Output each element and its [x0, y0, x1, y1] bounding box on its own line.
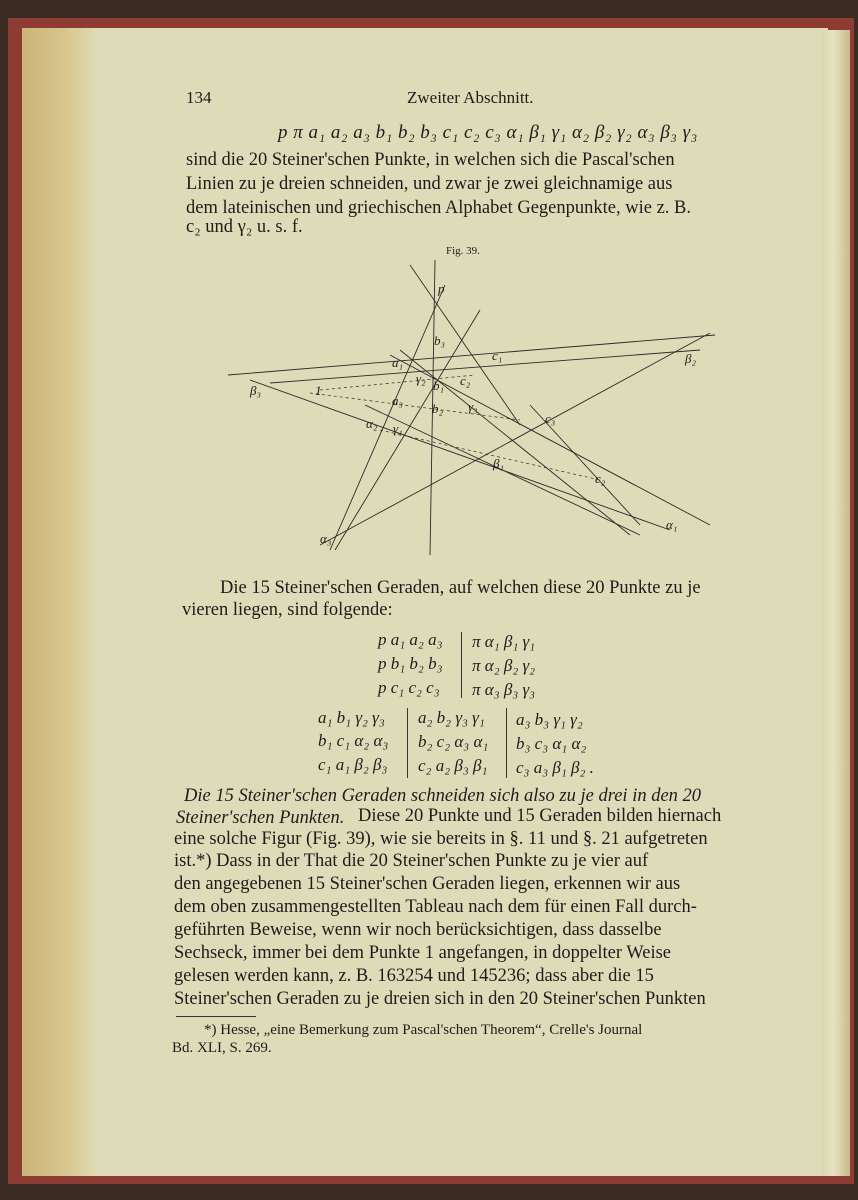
paragraph3-line6: geführten Beweise, wenn wir noch berücksichtigen, dass dasselbe — [174, 920, 662, 940]
paragraph3-line5: dem oben zusammengestellten Tableau nach dem für einen Fall durch- — [174, 897, 697, 917]
paragraph3-line7: Sechseck, immer bei dem Punkte 1 angefangen, in doppelter Weise — [174, 943, 672, 963]
page-number: 134 — [186, 88, 212, 107]
label-p: p — [438, 281, 445, 296]
line-p-a3 — [330, 285, 445, 550]
table-top-cell-1-2: π α₁ β₁ γ₁ — [472, 632, 536, 651]
table-bottom-cell-2-2: b₂ c₂ α₃ α₁ — [418, 732, 489, 751]
paragraph3-line1: Diese 20 Punkte und 15 Geraden bilden hiernach — [358, 806, 722, 826]
dashed-line-3 — [380, 430, 600, 480]
label-alpha1: α₁ — [666, 517, 678, 532]
table-bottom-divider-1 — [407, 708, 408, 778]
table-top-cell-2-1: p b₁ b₂ b₃ — [378, 654, 443, 673]
label-b1: b₁ — [433, 378, 445, 393]
paragraph2-line1: Die 15 Steiner'schen Geraden, auf welchen diese 20 Punkte zu je — [220, 578, 701, 598]
table-bottom-cell-3-2: c₂ a₂ β₃ β₁ — [418, 756, 488, 775]
dashed-lines — [310, 375, 600, 480]
footnote-line2: Bd. XLI, S. 269. — [172, 1040, 272, 1056]
line-beta3-a1 — [250, 380, 670, 530]
paragraph1-line1: sind die 20 Steiner'schen Punkte, in welchen sich die Pascal'schen — [186, 150, 675, 170]
table-bottom-cell-2-1: b₁ c₁ α₂ α₃ — [318, 731, 389, 750]
footnote-rule — [176, 1016, 256, 1017]
label-beta3: β₃ — [250, 383, 261, 398]
table-bottom-cell-1-2: a₂ b₂ γ₃ γ₁ — [418, 708, 485, 727]
running-header: Zweiter Abschnitt. — [407, 88, 534, 107]
label-c1: c₁ — [492, 348, 503, 363]
paragraph3-line8: gelesen werden kann, z. B. 163254 und 145236; dass aber die 15 — [174, 966, 654, 986]
figure-caption: Fig. 39. — [446, 245, 480, 257]
paragraph1-line4: c₂ und γ₂ u. s. f. — [186, 217, 303, 237]
paragraph3-line2: eine solche Figur (Fig. 39), wie sie bereits in §. 11 und §. 21 aufgetreten — [174, 829, 708, 849]
line-b3-b2 — [228, 335, 715, 375]
paragraph2-line2: vieren liegen, sind folgende: — [182, 600, 393, 620]
paragraph3-line3: ist.*) Dass in der That die 20 Steiner'schen Punkte zu je vier auf — [174, 851, 649, 871]
label-gamma1: γ₁ — [393, 421, 403, 436]
table-bottom-cell-1-1: a₁ b₁ γ₂ γ₃ — [318, 708, 385, 727]
dashed-line-1 — [310, 393, 520, 420]
table-top-cell-3-2: π α₃ β₃ γ₃ — [472, 680, 536, 699]
label-b2: b₂ — [432, 401, 444, 416]
table-bottom-divider-2 — [506, 708, 507, 778]
footnote-line1: *) Hesse, „eine Bemerkung zum Pascal'schen Theorem“, Crelle's Journal — [204, 1022, 643, 1038]
paragraph3-italic-line2: Steiner'schen Punkten. — [176, 808, 345, 828]
label-b3: b₃ — [434, 333, 446, 348]
table-bottom-cell-1-3: a₃ b₃ γ₁ γ₂ — [516, 710, 583, 729]
line-p-c3 — [410, 265, 520, 425]
label-c2-lower: c₂ — [595, 471, 606, 486]
point-sequence: p π a₁ a₂ a₃ b₁ b₂ b₃ c₁ c₂ c₃ α₁ β₁ γ₁ α₂ β₂ γ₂ α₃ β₃ γ₃ — [278, 122, 698, 143]
table-bottom-cell-2-3: b₃ c₃ α₁ α₂ — [516, 734, 587, 753]
label-1: 1 — [315, 383, 322, 398]
table-top-cell-2-2: π α₂ β₂ γ₂ — [472, 656, 536, 675]
table-top-cell-1-1: p a₁ a₂ a₃ — [378, 630, 443, 649]
table-bottom-cell-3-3: c₃ a₃ β₁ β₂ . — [516, 758, 594, 777]
page-edge — [822, 30, 850, 1176]
label-beta1: β₁ — [493, 456, 504, 471]
label-c3: c₃ — [545, 411, 556, 426]
table-top-divider — [461, 632, 462, 698]
label-alpha3: α₃ — [320, 531, 332, 546]
label-gamma2: γ₂ — [416, 371, 426, 386]
paragraph3-line4: den angegebenen 15 Steiner'schen Geraden liegen, erkennen wir aus — [174, 874, 681, 894]
line-c1-a3 — [335, 310, 480, 550]
figure-39-diagram — [220, 255, 720, 555]
label-gamma3: γ₃ — [468, 399, 478, 414]
paragraph3-italic-line1: Die 15 Steiner'schen Geraden schneiden sich also zu je drei in den 20 — [184, 786, 702, 806]
label-beta2: β₂ — [685, 351, 696, 366]
label-c2-upper: c₂ — [460, 373, 471, 388]
page-gutter — [22, 28, 100, 1176]
label-a3-small: a₃ — [392, 393, 404, 408]
paragraph1-line2: Linien zu je dreien schneiden, und zwar je zwei gleichnamige aus — [186, 174, 673, 194]
table-bottom-cell-3-1: c₁ a₁ β₂ β₃ — [318, 755, 388, 774]
paragraph3-line9: Steiner'schen Geraden zu je dreien sich in den 20 Steiner'schen Punkten — [174, 989, 706, 1009]
label-a1: a₁ — [392, 355, 404, 370]
paragraph1-line3: dem lateinischen und griechischen Alphabet Gegenpunkte, wie z. B. — [186, 198, 692, 218]
label-alpha2: α₂ — [366, 416, 378, 431]
table-top-cell-3-1: p c₁ c₂ c₃ — [378, 678, 440, 697]
